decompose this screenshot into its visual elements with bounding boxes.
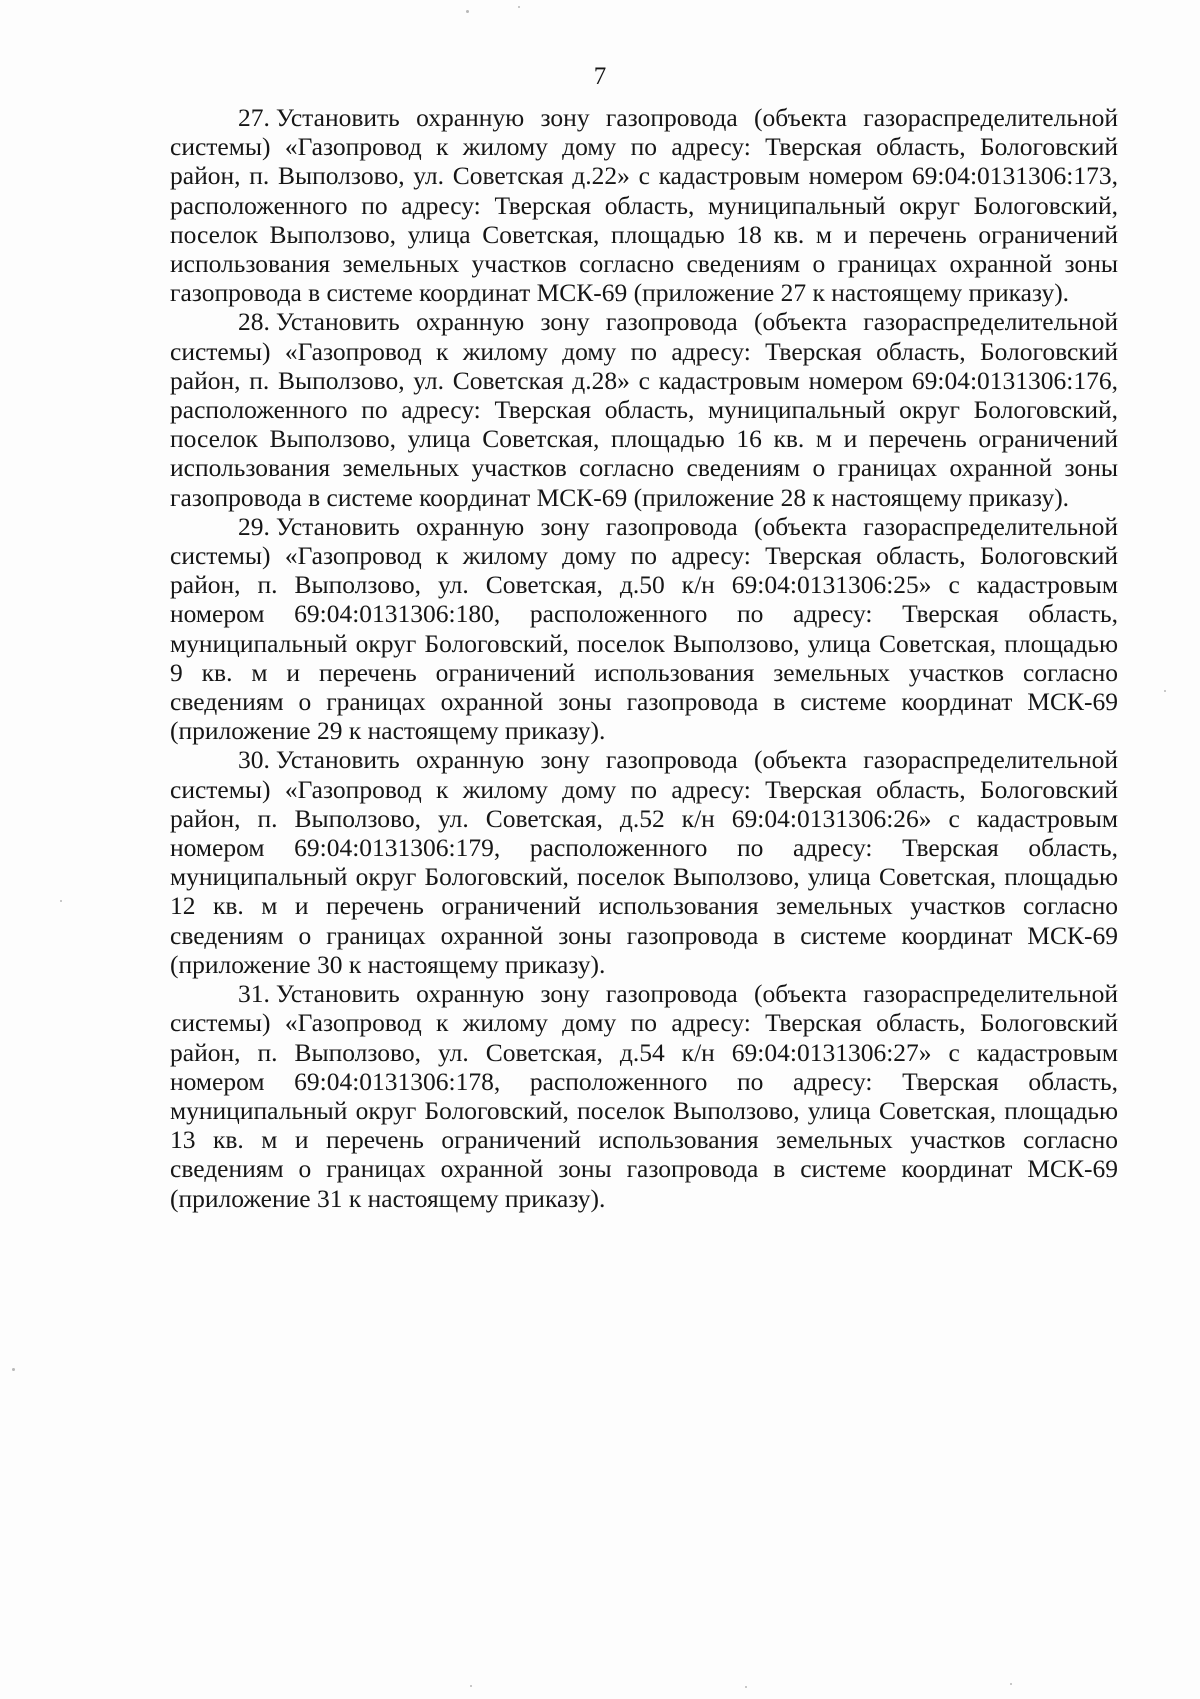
clause-29 — [170, 512, 1118, 746]
scan-speck — [466, 10, 469, 13]
scan-speck — [745, 1686, 747, 1688]
page-number: 7 — [593, 63, 607, 90]
scan-speck — [518, 6, 520, 8]
clause-text: Установить охранную зону газопровода (объекта газораспределительной системы) «Газопровод к жилому дому по адресу: Тверская область, Бологовский район, п. Выползово, ул. Советская д.28» с кадастровым номером 69:04:0131306:176, расположенного по адресу: Тверская область, муниципальный округ Бологовский, поселок Выползово, улица Советская, площадью 16 кв. м и перечень ограничений использования земельных участков согласно сведениям о границах охранной зоны газопровода в системе координат МСК-69 (приложение 28 к настоящему приказу). — [170, 307, 1118, 512]
clause-number: 29. — [238, 511, 270, 541]
scan-speck — [470, 1685, 472, 1687]
clause-number: 27. — [238, 103, 270, 132]
clause-30 — [170, 745, 1118, 979]
clause-27 — [170, 103, 1118, 307]
scan-speck — [60, 900, 62, 902]
clause-text: Установить охранную зону газопровода (объекта газораспределительной системы) «Газопровод к жилому дому по адресу: Тверская область, Бологовский район, п. Выползово, ул. Советская, д.52 к/н 69:04:0131306:26» с кадастровым номером 69:04:0131306:179, расположенного по адресу: Тверская область, муниципальный округ Бологовский, поселок Выползово, улица Советская, площадью 12 кв. м и перечень ограничений использования земельных участков согласно сведениям о границах охранной зоны газопровода в системе координат МСК-69 (приложение 30 к настоящему приказу). — [170, 745, 1118, 979]
clause-text: Установить охранную зону газопровода (объекта газораспределительной системы) «Газопровод к жилому дому по адресу: Тверская область, Бологовский район, п. Выползово, ул. Советская, д.54 к/н 69:04:0131306:27» с кадастровым номером 69:04:0131306:178, расположенного по адресу: Тверская область, муниципальный округ Бологовский, поселок Выползово, улица Советская, площадью 13 кв. м и перечень ограничений использования земельных участков согласно сведениям о границах охранной зоны газопровода в системе координат МСК-69 (приложение 31 к настоящему приказу). — [170, 979, 1118, 1213]
scan-speck — [1164, 690, 1166, 692]
document-body — [170, 103, 1118, 1213]
clause-number: 28. — [238, 307, 270, 337]
scan-speck — [12, 1368, 15, 1371]
clause-31 — [170, 979, 1118, 1213]
clause-28 — [170, 307, 1118, 511]
clause-number: 30. — [238, 745, 270, 775]
scan-speck — [1010, 1683, 1012, 1685]
clause-text: Установить охранную зону газопровода (объекта газораспределительной системы) «Газопровод к жилому дому по адресу: Тверская область, Бологовский район, п. Выползово, ул. Советская д.22» с кадастровым номером 69:04:0131306:173, расположенного по адресу: Тверская область, муниципальный округ Бологовский, поселок Выползово, улица Советская, площадью 18 кв. м и перечень ограничений использования земельных участков согласно сведениям о границах охранной зоны газопровода в системе координат МСК-69 (приложение 27 к настоящему приказу). — [170, 103, 1118, 308]
clause-text: Установить охранную зону газопровода (объекта газораспределительной системы) «Газопровод к жилому дому по адресу: Тверская область, Бологовский район, п. Выползово, ул. Советская, д.50 к/н 69:04:0131306:25» с кадастровым номером 69:04:0131306:180, расположенного по адресу: Тверская область, муниципальный округ Бологовский, поселок Выползово, улица Советская, площадью 9 кв. м и перечень ограничений использования земельных участков согласно сведениям о границах охранной зоны газопровода в системе координат МСК-69 (приложение 29 к настоящему приказу). — [170, 511, 1118, 746]
clause-number: 31. — [238, 979, 270, 1009]
